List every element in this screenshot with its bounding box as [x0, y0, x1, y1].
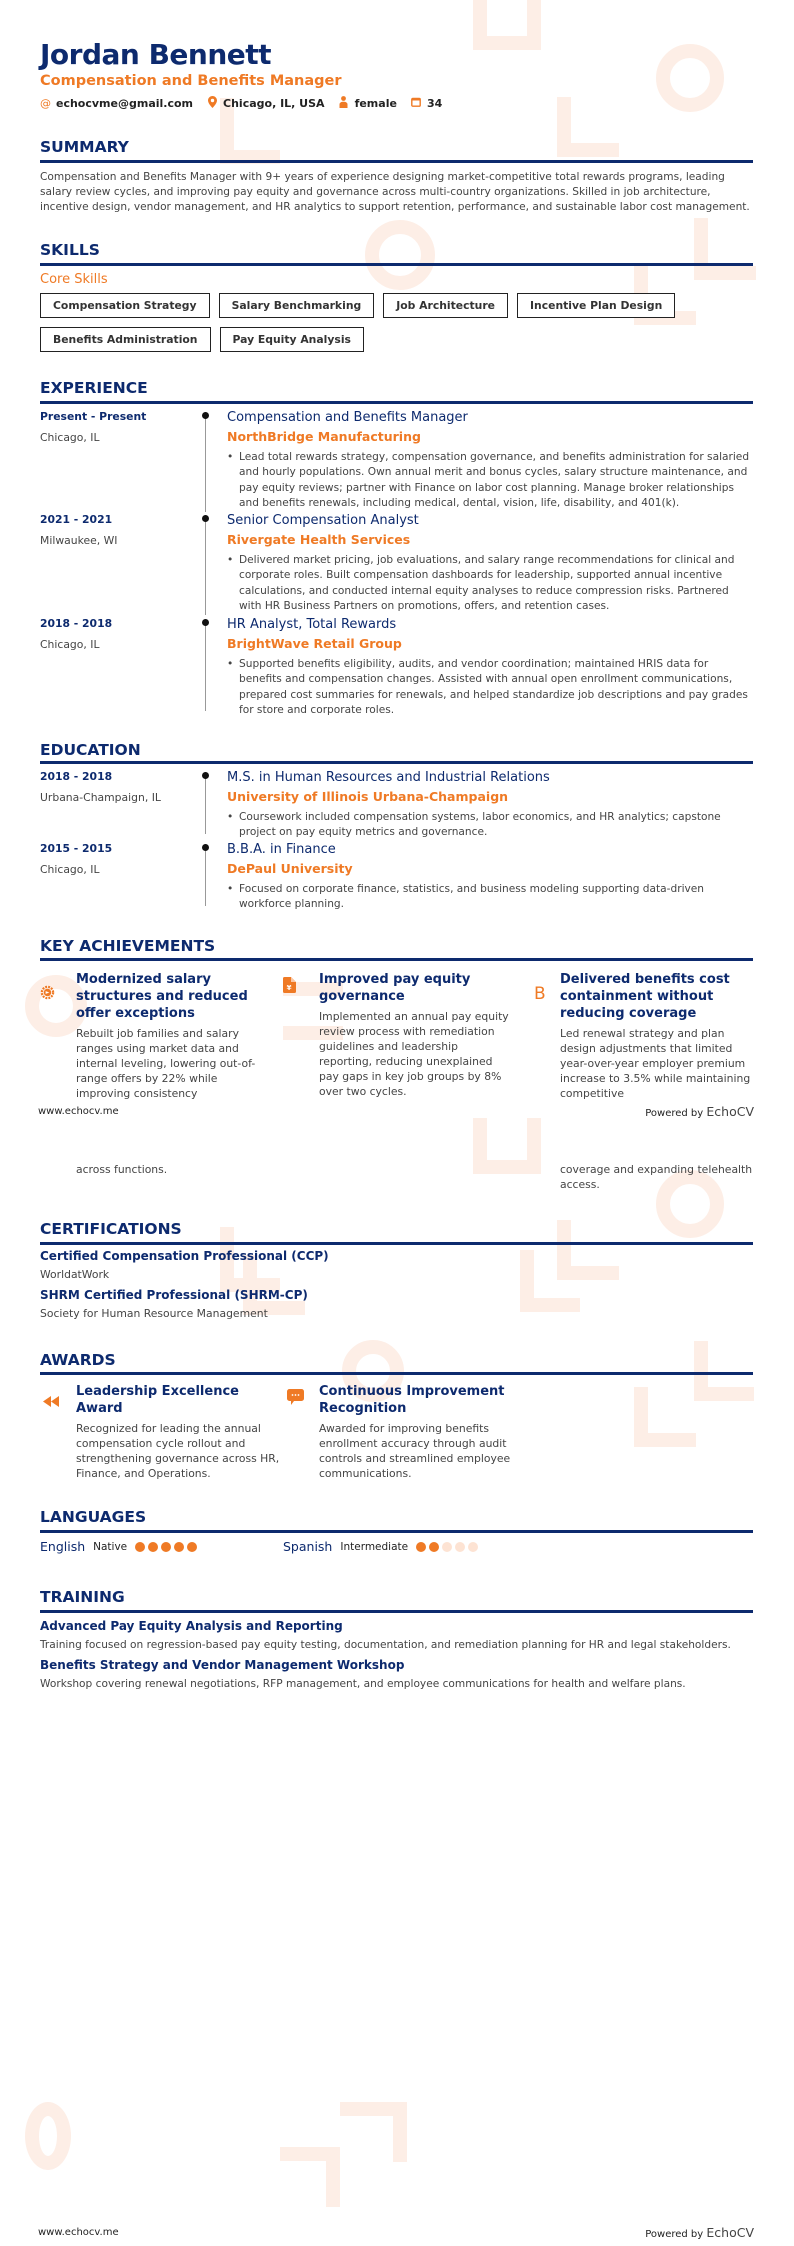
decor-l-shape [340, 2102, 407, 2162]
entry-organization: University of Illinois Urbana-Champaign [227, 789, 509, 804]
decor-l-shape [694, 1341, 754, 1401]
entry-title: Compensation and Benefits Manager [227, 410, 468, 425]
section-divider [40, 1372, 753, 1375]
achievement-item [524, 971, 754, 1101]
decor-l-shape [520, 1250, 580, 1312]
footer-site-link[interactable]: www.echocv.me [38, 1106, 119, 1117]
certification-issuer: WorldatWork [40, 1268, 110, 1281]
achievement-description-continued: coverage and expanding telehealth access. [560, 1163, 753, 1191]
entry-location: Urbana-Champaign, IL [40, 791, 161, 804]
achievement-title: Delivered benefits cost containment without reducing coverage [560, 972, 730, 1021]
gear-icon [40, 985, 55, 1004]
entry-dates: 2018 - 2018 [40, 617, 113, 630]
decor-l-shape [557, 97, 619, 157]
powered-by-label: Powered by [645, 2229, 704, 2240]
achievement-description: Rebuilt job families and salary ranges using market data and internal leveling, lowering out-of-range offers by 22% while improving consistency [76, 1027, 256, 1100]
entry-organization: Rivergate Health Services [227, 532, 411, 547]
language-item [283, 1539, 481, 1554]
section-divider [40, 263, 753, 266]
section-title-experience: EXPERIENCE [40, 379, 148, 397]
skill-chip: Incentive Plan Design [517, 293, 675, 318]
contact-email-text: echocvme@gmail.com [56, 97, 194, 110]
section-title-summary: SUMMARY [40, 138, 129, 156]
skills-group-label: Core Skills [40, 272, 108, 287]
decor-l-shape [280, 2147, 340, 2207]
section-title-certifications: CERTIFICATIONS [40, 1220, 182, 1238]
decor-u-shape [473, 1118, 541, 1174]
decor-l-shape [243, 1255, 305, 1315]
section-title-languages: LANGUAGES [40, 1508, 147, 1526]
section-divider [40, 1242, 753, 1245]
award-title: Continuous Improvement Recognition [319, 1384, 505, 1416]
timeline-line [205, 619, 206, 711]
summary-text: Compensation and Benefits Manager with 9+ years of experience designing market-competitive total rewards programs, leading salary review cycles, and improving pay equity and governance across multi-country organizations. Skilled in job architecture, incentive design, vendor management, and HR analytics to support retention, performance, and sustainable labor cost management. [40, 171, 750, 213]
section-title-achievements: KEY ACHIEVEMENTS [40, 937, 216, 955]
rating-dot-filled [429, 1542, 439, 1552]
rating-dot-empty [468, 1542, 478, 1552]
powered-by-label: Powered by [645, 1108, 704, 1119]
section-title-skills: SKILLS [40, 241, 100, 259]
achievement-description: Implemented an annual pay equity review process with remediation guidelines and leadership reporting, reducing unexplained pay gaps in key job groups by 8% over two cycles. [319, 1010, 509, 1098]
entry-bullet: • Coursework included compensation systems, labor economics, and HR analytics; capstone project on pay equity metrics and governance. [227, 810, 753, 841]
award-description: Awarded for improving benefits enrollment accuracy through audit controls and streamlined employee communications. [319, 1422, 511, 1480]
entry-bullet: • Lead total rewards strategy, compensation governance, and benefits administration for salaried and hourly populations. Own annual merit and bonus cycles, salary structure maintenance, and pay equity reviews; partner with Finance on labor cost planning. Manage broker relationships and benefits renewals, including medical, dental, vision, life, disability, and 401(k). [227, 450, 753, 511]
rating-dot-filled [174, 1542, 184, 1552]
candidate-name: Jordan Bennett [40, 38, 272, 71]
section-title-training: TRAINING [40, 1588, 125, 1606]
candidate-role: Compensation and Benefits Manager [40, 73, 342, 89]
section-divider [40, 401, 753, 404]
skill-chip: Pay Equity Analysis [220, 327, 364, 352]
contact-location [207, 96, 325, 111]
entry-location: Milwaukee, WI [40, 534, 118, 547]
timeline-line [205, 515, 206, 615]
brand-name: EchoCV [706, 1104, 754, 1119]
timeline-dot [202, 412, 209, 419]
language-level: Native [93, 1540, 128, 1553]
skill-chip: Salary Benchmarking [219, 293, 375, 318]
certification-name: SHRM Certified Professional (SHRM-CP) [40, 1288, 308, 1302]
person-icon [339, 96, 349, 111]
entry-location: Chicago, IL [40, 863, 100, 876]
calendar-icon [411, 97, 421, 110]
decor-ring [365, 220, 435, 290]
decor-ring [656, 44, 724, 112]
entry-title: B.B.A. in Finance [227, 842, 336, 857]
language-name: Spanish [283, 1539, 333, 1554]
svg-text:¥: ¥ [286, 984, 292, 992]
training-description: Training focused on regression-based pay equity testing, documentation, and remediation planning for HR and legal stakeholders. [40, 1639, 731, 1651]
certification-name: Certified Compensation Professional (CCP) [40, 1249, 329, 1263]
skill-chip: Job Architecture [383, 293, 508, 318]
rating-dot-filled [161, 1542, 171, 1552]
footer-site-link[interactable]: www.echocv.me [38, 2227, 119, 2238]
rating-dot-empty [455, 1542, 465, 1552]
footer-powered-by [645, 2225, 754, 2240]
rating-dot-filled [416, 1542, 426, 1552]
training-description: Workshop covering renewal negotiations, RFP management, and employee communications for health and welfare plans. [40, 1678, 686, 1690]
timeline-dot [202, 844, 209, 851]
entry-organization: NorthBridge Manufacturing [227, 429, 421, 444]
entry-organization: DePaul University [227, 861, 353, 876]
chat-bubble-icon [287, 1389, 304, 1409]
entry-bullet: • Focused on corporate finance, statistics, and business modeling supporting data-driven workforce planning. [227, 882, 753, 913]
contact-age-text: 34 [426, 97, 443, 110]
achievement-description-continued: across functions. [76, 1163, 168, 1176]
section-divider [40, 1530, 753, 1533]
entry-dates: 2018 - 2018 [40, 770, 113, 783]
language-level: Intermediate [340, 1540, 409, 1553]
entry-bullet: • Supported benefits eligibility, audits, and vendor coordination; maintained HRIS data for benefits and compensation changes. Assisted with annual open enrollment communications, prepared cost summaries for renewals, and helped standardize job descriptions and pay grades for store and corporate roles. [227, 657, 753, 718]
contact-location-text: Chicago, IL, USA [223, 97, 325, 110]
contact-gender-text: female [354, 97, 397, 110]
achievement-description: Led renewal strategy and plan design adjustments that limited year-over-year employer premium increase to 3.5% while maintaining competitive [560, 1027, 751, 1100]
decor-u-shape [473, 0, 541, 50]
rating-dot-filled [187, 1542, 197, 1552]
entry-dates: 2015 - 2015 [40, 842, 113, 855]
achievement-title: Modernized salary structures and reduced offer exceptions [76, 972, 248, 1021]
entry-title: HR Analyst, Total Rewards [227, 617, 397, 632]
entry-title: M.S. in Human Resources and Industrial Relations [227, 770, 550, 785]
decor-l-shape [634, 1387, 696, 1447]
brand-name: EchoCV [706, 2225, 754, 2240]
decor-ring [25, 2102, 71, 2170]
entry-location: Chicago, IL [40, 638, 100, 651]
rating-dot-filled [135, 1542, 145, 1552]
achievement-item [283, 971, 513, 1099]
contact-age [411, 97, 442, 110]
award-item [283, 1383, 523, 1481]
entry-title: Senior Compensation Analyst [227, 513, 419, 528]
entry-dates: 2021 - 2021 [40, 513, 113, 526]
training-name: Benefits Strategy and Vendor Management Workshop [40, 1658, 405, 1672]
yen-document-icon [283, 977, 296, 997]
rating-dot-filled [148, 1542, 158, 1552]
at-icon: @ [40, 97, 51, 110]
section-divider [40, 1610, 753, 1613]
rating-dot-empty [442, 1542, 452, 1552]
certification-issuer: Society for Human Resource Management [40, 1307, 268, 1320]
language-name: English [40, 1539, 86, 1554]
skills-chip-list [40, 293, 753, 352]
achievement-item [40, 971, 270, 1101]
timeline-line [205, 412, 206, 512]
section-divider [40, 761, 753, 764]
entry-bullet: • Delivered market pricing, job evaluations, and salary range recommendations for clinical and corporate roles. Built compensation dashboards for leadership, supported annual incentive calculations, and conducted internal equity analyses to reduce compression risks. Partnered with HR Business Partners on promotions, offers, and retention cases. [227, 553, 753, 614]
section-title-awards: AWARDS [40, 1351, 116, 1369]
entry-organization: BrightWave Retail Group [227, 636, 402, 651]
timeline-line [205, 772, 206, 834]
skill-chip: Compensation Strategy [40, 293, 210, 318]
section-divider [40, 958, 753, 961]
language-item [40, 1539, 200, 1554]
section-title-education: EDUCATION [40, 741, 141, 759]
award-description: Recognized for leading the annual compensation cycle rollout and strengthening governance across HR, Finance, and Operations. [76, 1422, 280, 1480]
achievement-title: Improved pay equity governance [319, 972, 471, 1004]
timeline-dot [202, 619, 209, 626]
entry-location: Chicago, IL [40, 431, 100, 444]
contact-email[interactable] [40, 97, 193, 110]
timeline-dot [202, 515, 209, 522]
training-name: Advanced Pay Equity Analysis and Reporting [40, 1619, 343, 1633]
timeline-line [205, 844, 206, 906]
decor-l-shape [557, 1220, 619, 1280]
skill-chip: Benefits Administration [40, 327, 211, 352]
location-pin-icon [207, 96, 217, 111]
timeline-dot [202, 772, 209, 779]
rewind-icon [43, 1393, 59, 1411]
contact-bar [40, 96, 456, 111]
decor-l-shape [694, 218, 756, 280]
award-item [40, 1383, 280, 1481]
bitcoin-b-icon: B [534, 984, 546, 1004]
footer-powered-by [645, 1104, 754, 1119]
section-divider [40, 160, 753, 163]
entry-dates: Present - Present [40, 410, 147, 423]
contact-gender [339, 96, 397, 111]
award-title: Leadership Excellence Award [76, 1384, 239, 1416]
